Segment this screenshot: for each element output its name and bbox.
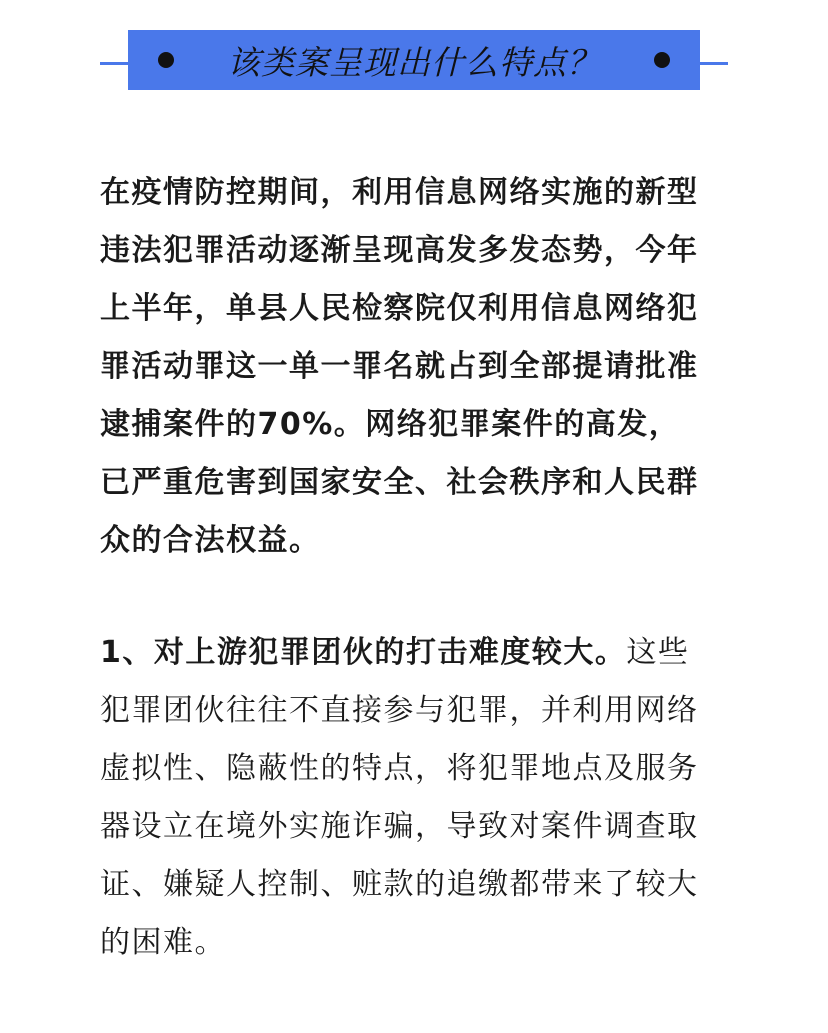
section-header <box>0 0 828 100</box>
bullet-dot-icon <box>654 52 670 68</box>
article-body <box>100 164 700 1002</box>
point-1-text: 这些犯罪团伙往往不直接参与犯罪，并利用网络虚拟性、隐蔽性的特点，将犯罪地点及服务器设立在境外实施诈骗，导致对案件调查取证、嫌疑人控制、赃款的追缴都带来了较大的困难。 <box>100 635 699 960</box>
header-banner <box>128 30 700 90</box>
point-1-heading: 1、对上游犯罪团伙的打击难度较大。 <box>100 635 627 670</box>
bullet-dot-icon <box>158 52 174 68</box>
intro-paragraph: 在疫情防控期间，利用信息网络实施的新型违法犯罪活动逐渐呈现高发多发态势，今年上半年，单县人民检察院仅利用信息网络犯罪活动罪这一单一罪名就占到全部提请批准逮捕案件的70%。网络犯罪案件的高发，已严重危害到国家安全、社会秩序和人民群众的合法权益。 <box>100 175 699 558</box>
point-1-paragraph <box>100 624 700 972</box>
section-title: 该类案呈现出什么特点？ <box>227 42 601 82</box>
